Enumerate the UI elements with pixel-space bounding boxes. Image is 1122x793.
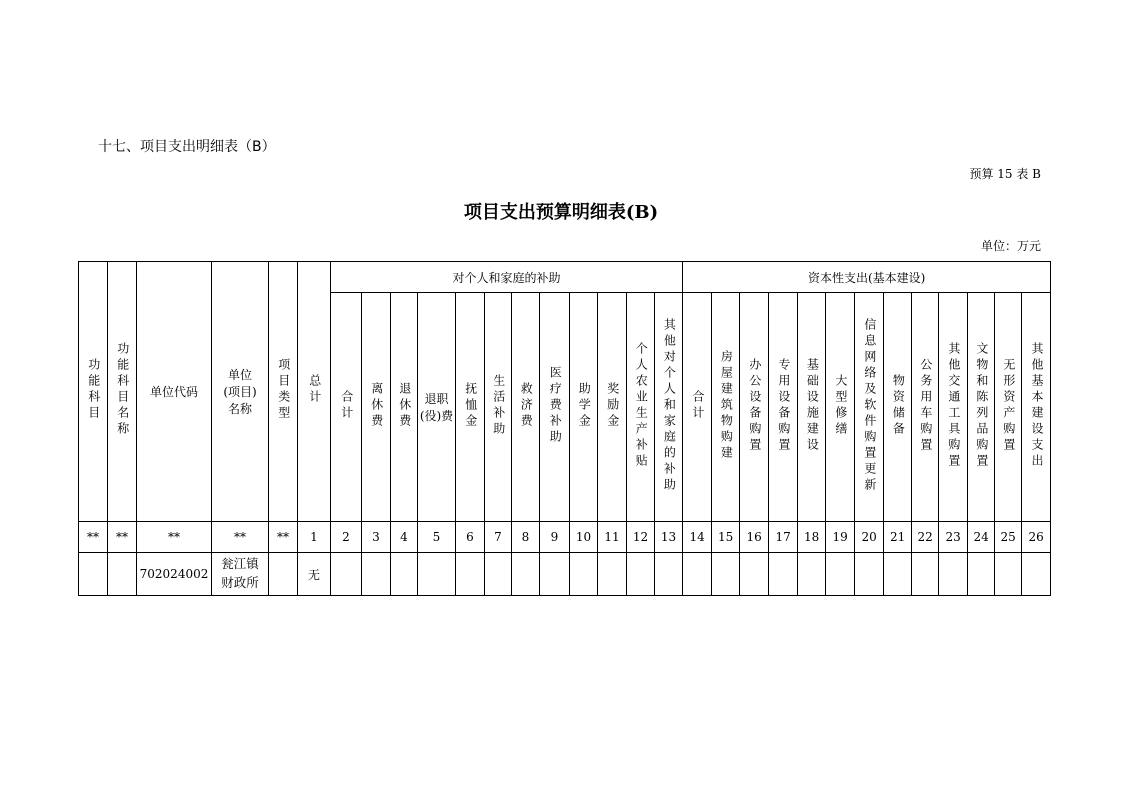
index-row <box>79 522 1051 553</box>
index-cell: ** <box>212 522 269 553</box>
index-cell: 8 <box>512 522 540 553</box>
header-personal-col: 助学金 <box>570 293 598 522</box>
table-row <box>79 553 1051 596</box>
form-number: 预算 15 表 B <box>969 167 1041 181</box>
cell-empty <box>627 553 655 596</box>
header-capital-col: 公务用车购置 <box>912 293 939 522</box>
header-func-subject: 功能科目 <box>79 262 108 522</box>
header-capital-col: 文物和陈列品购置 <box>968 293 995 522</box>
cell-empty <box>1022 553 1051 596</box>
header-personal-col: 医疗费补助 <box>540 293 570 522</box>
cell-empty <box>418 553 456 596</box>
index-cell: 4 <box>391 522 418 553</box>
cell-empty <box>362 553 391 596</box>
section-title: 十七、项目支出明细表（B） <box>98 139 276 155</box>
index-cell: 16 <box>740 522 769 553</box>
cell-empty <box>855 553 884 596</box>
index-cell: 22 <box>912 522 939 553</box>
header-capital-col: 其他交通工具购置 <box>939 293 968 522</box>
header-capital-col: 基础设施建设 <box>798 293 826 522</box>
header-personal-col: 合计 <box>331 293 362 522</box>
header-capital-col: 大型修缮 <box>826 293 855 522</box>
header-personal-col: 生活补助 <box>485 293 512 522</box>
header-row-groups <box>79 262 1051 293</box>
cell-empty <box>655 553 683 596</box>
cell-unit-code: 702024002 <box>137 553 212 596</box>
index-cell: 23 <box>939 522 968 553</box>
header-personal-col: 其他对个人和家庭的补助 <box>655 293 683 522</box>
cell-total: 无 <box>298 553 331 596</box>
index-cell: 7 <box>485 522 512 553</box>
cell-empty <box>598 553 627 596</box>
index-cell: 6 <box>456 522 485 553</box>
index-cell: 12 <box>627 522 655 553</box>
index-cell: 14 <box>683 522 712 553</box>
header-capital-col: 物资储备 <box>884 293 912 522</box>
index-cell: 24 <box>968 522 995 553</box>
index-cell: 13 <box>655 522 683 553</box>
index-cell: 21 <box>884 522 912 553</box>
index-cell: 1 <box>298 522 331 553</box>
header-personal-col: 抚恤金 <box>456 293 485 522</box>
header-capital-col: 其他基本建设支出 <box>1022 293 1051 522</box>
unit-label: 单位：万元 <box>980 239 1041 253</box>
cell-unit-name: 瓮江镇 财政所 <box>212 553 269 596</box>
cell-empty <box>968 553 995 596</box>
header-personal-col: 救济费 <box>512 293 540 522</box>
cell-empty <box>740 553 769 596</box>
index-cell: 5 <box>418 522 456 553</box>
header-capital-col: 房屋建筑物购建 <box>712 293 740 522</box>
cell-empty <box>712 553 740 596</box>
cell-empty <box>570 553 598 596</box>
cell-empty <box>540 553 570 596</box>
header-group-personal: 对个人和家庭的补助 <box>331 262 683 293</box>
header-unit-code: 单位代码 <box>137 262 212 522</box>
header-capital-col: 合计 <box>683 293 712 522</box>
header-personal-col: 退职(役)费 <box>418 293 456 522</box>
cell-empty <box>485 553 512 596</box>
header-unit-name: 单位 (项目) 名称 <box>212 262 269 522</box>
header-group-capital: 资本性支出(基本建设) <box>683 262 1051 293</box>
index-cell: 3 <box>362 522 391 553</box>
header-total: 总计 <box>298 262 331 522</box>
index-cell: 19 <box>826 522 855 553</box>
header-func-subject-name: 功能科目名称 <box>108 262 137 522</box>
header-capital-col: 信息网络及软件购置更新 <box>855 293 884 522</box>
header-capital-col: 专用设备购置 <box>769 293 798 522</box>
cell-empty <box>884 553 912 596</box>
cell-empty <box>456 553 485 596</box>
cell-empty <box>769 553 798 596</box>
index-cell: ** <box>79 522 108 553</box>
header-project-type: 项目类型 <box>269 262 298 522</box>
index-cell: 17 <box>769 522 798 553</box>
index-cell: 10 <box>570 522 598 553</box>
cell-empty <box>939 553 968 596</box>
index-cell: 9 <box>540 522 570 553</box>
index-cell: ** <box>269 522 298 553</box>
cell-empty <box>995 553 1022 596</box>
header-capital-col: 办公设备购置 <box>740 293 769 522</box>
index-cell: 11 <box>598 522 627 553</box>
header-personal-col: 退休费 <box>391 293 418 522</box>
index-cell: 25 <box>995 522 1022 553</box>
budget-table <box>78 261 1051 596</box>
cell-empty <box>912 553 939 596</box>
cell-empty <box>798 553 826 596</box>
cell-empty <box>512 553 540 596</box>
cell-func-subject <box>79 553 108 596</box>
cell-empty <box>683 553 712 596</box>
index-cell: 15 <box>712 522 740 553</box>
page-title: 项目支出预算明细表(B) <box>463 202 659 223</box>
header-personal-col: 个人农业生产补贴 <box>627 293 655 522</box>
index-cell: 20 <box>855 522 884 553</box>
header-personal-col: 离休费 <box>362 293 391 522</box>
cell-empty <box>391 553 418 596</box>
cell-empty <box>826 553 855 596</box>
cell-empty <box>331 553 362 596</box>
header-capital-col: 无形资产购置 <box>995 293 1022 522</box>
index-cell: 26 <box>1022 522 1051 553</box>
index-cell: 2 <box>331 522 362 553</box>
header-personal-col: 奖励金 <box>598 293 627 522</box>
cell-func-subject-name <box>108 553 137 596</box>
index-cell: ** <box>137 522 212 553</box>
cell-project-type <box>269 553 298 596</box>
index-cell: 18 <box>798 522 826 553</box>
index-cell: ** <box>108 522 137 553</box>
